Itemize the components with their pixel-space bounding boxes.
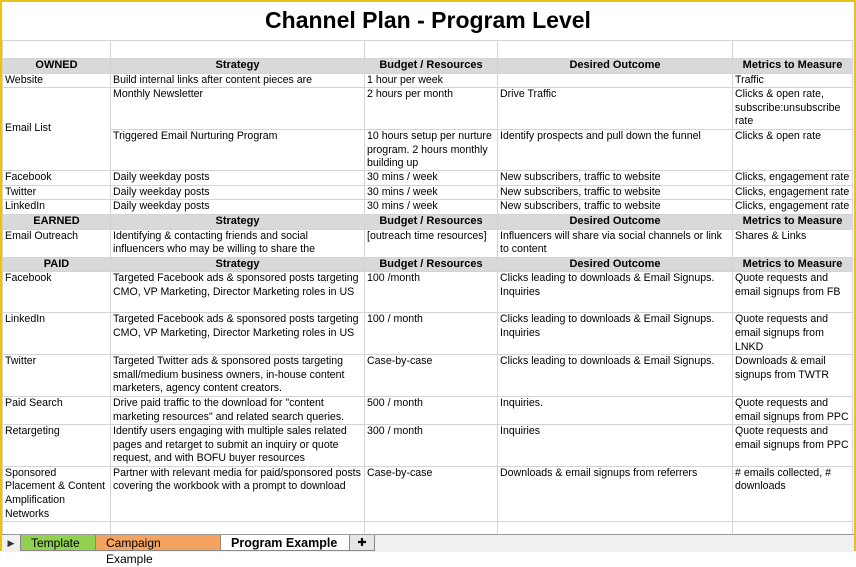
budget-cell[interactable]: 1 hour per week bbox=[365, 73, 498, 88]
insert-sheet-icon[interactable]: ✚ bbox=[349, 535, 375, 551]
strategy-text: Drive paid traffic to the download for "content marketing resources" and related search queries. bbox=[113, 396, 345, 423]
channel-plan-table bbox=[2, 40, 853, 550]
header-strategy[interactable]: Strategy bbox=[111, 257, 365, 272]
strategy-cell[interactable]: Triggered Email Nurturing Program bbox=[111, 130, 365, 171]
outcome-cell[interactable]: Drive Traffic bbox=[498, 88, 733, 130]
table-row bbox=[3, 396, 853, 424]
header-metrics[interactable]: Metrics to Measure bbox=[733, 214, 853, 229]
owned-header-row bbox=[3, 59, 853, 74]
metrics-text: Clicks & open rate, subscribe:unsubscribe rate bbox=[735, 88, 841, 128]
budget-cell[interactable]: 30 mins / week bbox=[365, 171, 498, 186]
table-row bbox=[3, 200, 853, 215]
metrics-cell[interactable] bbox=[733, 88, 853, 130]
metrics-cell[interactable]: Downloads & email signups from TWTR bbox=[733, 355, 853, 397]
channel-cell[interactable]: Twitter bbox=[3, 185, 111, 200]
strategy-cell[interactable]: Partner with relevant media for paid/sponsored posts covering the workbook with a prompt to download bbox=[111, 466, 365, 521]
table-row bbox=[3, 88, 853, 130]
strategy-cell[interactable]: Identify users engaging with multiple sales related pages and retarget to submit an inquiry or quote request, and with BOFU buyer resources bbox=[111, 425, 365, 467]
strategy-text: Build internal links after content pieces are bbox=[113, 73, 313, 86]
metrics-cell[interactable]: Traffic bbox=[733, 73, 853, 88]
budget-text: 10 hours setup per nurture program. 2 hours monthly building up bbox=[367, 130, 492, 170]
metrics-cell[interactable]: Quote requests and email signups from LNKD bbox=[733, 313, 853, 355]
cell[interactable] bbox=[3, 41, 111, 59]
channel-cell[interactable]: Facebook bbox=[3, 171, 111, 186]
outcome-cell[interactable]: New subscribers, traffic to website bbox=[498, 185, 733, 200]
sheet-tab-bar bbox=[2, 534, 854, 566]
outcome-cell[interactable]: Clicks leading to downloads & Email Signups. Inquiries bbox=[498, 313, 733, 355]
budget-cell[interactable]: 300 / month bbox=[365, 425, 498, 467]
sheet-title: Channel Plan - Program Level bbox=[265, 7, 591, 33]
strategy-cell[interactable]: Targeted Twitter ads & sponsored posts targeting small/medium business owners, in-house content marketers, agency content creators. bbox=[111, 355, 365, 397]
outcome-cell[interactable]: Clicks leading to downloads & Email Signups. Inquiries bbox=[498, 272, 733, 313]
metrics-cell[interactable]: Quote requests and email signups from PPC bbox=[733, 396, 853, 424]
outcome-cell[interactable]: Influencers will share via social channels or link to content bbox=[498, 229, 733, 257]
cell[interactable] bbox=[365, 41, 498, 59]
strategy-cell[interactable]: Targeted Facebook ads & sponsored posts targeting CMO, VP Marketing, Director Marketing roles in US bbox=[111, 313, 365, 355]
table-row bbox=[3, 130, 853, 171]
outcome-cell[interactable]: Inquiries bbox=[498, 425, 733, 467]
tab-program-example[interactable]: Program Example bbox=[220, 535, 350, 551]
metrics-cell[interactable]: Quote requests and email signups from FB bbox=[733, 272, 853, 313]
channel-cell[interactable]: Website bbox=[3, 73, 111, 88]
budget-cell[interactable] bbox=[365, 130, 498, 171]
strategy-cell[interactable]: Daily weekday posts bbox=[111, 200, 365, 215]
channel-cell-email-list[interactable]: Email List bbox=[3, 88, 111, 171]
outcome-cell[interactable]: Clicks leading to downloads & Email Signups. bbox=[498, 355, 733, 397]
header-outcome[interactable]: Desired Outcome bbox=[498, 257, 733, 272]
metrics-cell[interactable]: # emails collected, # downloads bbox=[733, 466, 853, 521]
table-row bbox=[3, 355, 853, 397]
budget-cell[interactable]: 100 / month bbox=[365, 313, 498, 355]
section-label-owned[interactable]: OWNED bbox=[3, 59, 111, 74]
header-strategy[interactable]: Strategy bbox=[111, 214, 365, 229]
table-row bbox=[3, 466, 853, 521]
strategy-cell[interactable]: Daily weekday posts bbox=[111, 185, 365, 200]
budget-cell[interactable]: 30 mins / week bbox=[365, 185, 498, 200]
channel-cell[interactable]: LinkedIn bbox=[3, 313, 111, 355]
channel-cell[interactable]: Facebook bbox=[3, 272, 111, 313]
tab-scroll-arrow-icon[interactable]: ▶ bbox=[7, 538, 15, 548]
header-budget[interactable]: Budget / Resources bbox=[365, 214, 498, 229]
outcome-cell[interactable]: Inquiries. bbox=[498, 396, 733, 424]
metrics-cell[interactable]: Shares & Links bbox=[733, 229, 853, 257]
section-label-earned[interactable]: EARNED bbox=[3, 214, 111, 229]
budget-cell[interactable]: 30 mins / week bbox=[365, 200, 498, 215]
header-strategy[interactable]: Strategy bbox=[111, 59, 365, 74]
header-outcome[interactable]: Desired Outcome bbox=[498, 214, 733, 229]
cell[interactable] bbox=[498, 41, 733, 59]
metrics-cell[interactable]: Clicks, engagement rate bbox=[733, 171, 853, 186]
strategy-cell[interactable] bbox=[111, 73, 365, 88]
budget-cell[interactable]: 2 hours per month bbox=[365, 88, 498, 130]
table-row bbox=[3, 272, 853, 313]
budget-cell[interactable]: Case-by-case bbox=[365, 355, 498, 397]
channel-cell[interactable]: LinkedIn bbox=[3, 200, 111, 215]
strategy-cell[interactable]: Monthly Newsletter bbox=[111, 88, 365, 130]
budget-cell[interactable]: [outreach time resources] bbox=[365, 229, 498, 257]
blank-row bbox=[3, 41, 853, 59]
metrics-cell[interactable]: Clicks, engagement rate bbox=[733, 200, 853, 215]
header-metrics[interactable]: Metrics to Measure bbox=[733, 257, 853, 272]
table-row bbox=[3, 229, 853, 257]
table-row bbox=[3, 185, 853, 200]
budget-cell[interactable]: 500 / month bbox=[365, 396, 498, 424]
section-label-paid[interactable]: PAID bbox=[3, 257, 111, 272]
outcome-cell[interactable]: New subscribers, traffic to website bbox=[498, 171, 733, 186]
cell[interactable] bbox=[111, 41, 365, 59]
header-budget[interactable]: Budget / Resources bbox=[365, 59, 498, 74]
channel-cell[interactable]: Twitter bbox=[3, 355, 111, 397]
metrics-cell[interactable]: Clicks, engagement rate bbox=[733, 185, 853, 200]
header-metrics[interactable]: Metrics to Measure bbox=[733, 59, 853, 74]
metrics-cell[interactable]: Clicks & open rate bbox=[733, 130, 853, 171]
tab-campaign-example[interactable]: Campaign Example bbox=[95, 535, 221, 551]
cell[interactable] bbox=[733, 41, 853, 59]
strategy-text: Identifying & contacting friends and social influencers who may be willing to share the bbox=[113, 229, 315, 256]
strategy-cell[interactable]: Targeted Facebook ads & sponsored posts targeting CMO, VP Marketing, Director Marketing roles in US bbox=[111, 272, 365, 313]
header-budget[interactable]: Budget / Resources bbox=[365, 257, 498, 272]
table-row bbox=[3, 425, 853, 467]
channel-cell[interactable]: Retargeting bbox=[3, 425, 111, 467]
strategy-cell[interactable]: Daily weekday posts bbox=[111, 171, 365, 186]
channel-cell[interactable]: Email Outreach bbox=[3, 229, 111, 257]
outcome-cell[interactable] bbox=[498, 73, 733, 88]
strategy-cell[interactable] bbox=[111, 229, 365, 257]
budget-cell[interactable]: Case-by-case bbox=[365, 466, 498, 521]
channel-cell[interactable]: Sponsored Placement & Content Amplification Networks bbox=[3, 466, 111, 521]
earned-header-row bbox=[3, 214, 853, 229]
header-outcome[interactable]: Desired Outcome bbox=[498, 59, 733, 74]
metrics-cell[interactable]: Quote requests and email signups from PPC bbox=[733, 425, 853, 467]
table-row bbox=[3, 313, 853, 355]
outcome-cell[interactable]: Identify prospects and pull down the funnel bbox=[498, 130, 733, 171]
paid-header-row bbox=[3, 257, 853, 272]
outcome-cell[interactable]: New subscribers, traffic to website bbox=[498, 200, 733, 215]
table-row bbox=[3, 171, 853, 186]
strategy-cell[interactable] bbox=[111, 396, 365, 424]
channel-cell[interactable]: Paid Search bbox=[3, 396, 111, 424]
budget-cell[interactable]: 100 /month bbox=[365, 272, 498, 313]
tab-template[interactable]: Template bbox=[20, 535, 96, 551]
table-row bbox=[3, 73, 853, 88]
outcome-cell[interactable]: Downloads & email signups from referrers bbox=[498, 466, 733, 521]
